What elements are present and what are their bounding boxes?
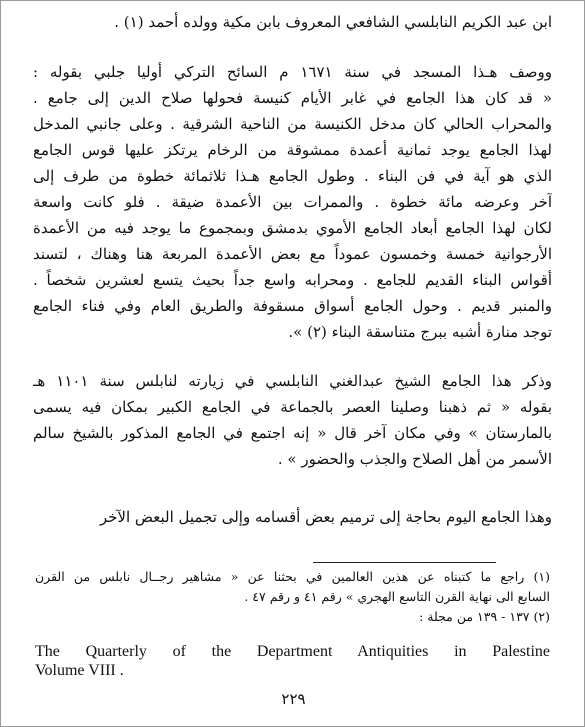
text-line: أقواس البناء القديم للجامع . ومحرابه واسع جداً بحيث يتسع لعشرين شخصاً . [33, 271, 552, 289]
text-line: لكان لهذا الجامع أبعاد الجامع الأموي بدمشق وبمجموع ما يوجد فيه من الأعمدة [33, 219, 552, 237]
text-line: والمنبر قديم . وحول الجامع أسواق مسقوفة والطريق العام وفي فناء الجامع [33, 297, 552, 315]
page-number: ٢٢٩ [281, 690, 306, 708]
text-line: ابن عبد الكريم النابلسي الشافعي المعروف بابن مكية وولده أحمد (١) . [114, 13, 552, 31]
text-line: وذكر هذا الجامع الشيخ عبدالغني النابلسي في زيارته لنابلس سنة ١١٠١ هـ [33, 372, 552, 390]
footnote-english-citation: The Quarterly of the Department Antiquities in Palestine [35, 643, 550, 660]
text-line: ووصف هـذا المسجد في سنة ١٦٧١ م السائح التركي أوليا جلبي بقوله : [33, 63, 552, 81]
footnote-line: (١) راجع ما كتبناه عن هذين العالمين في بحثنا عن « مشاهير رجــال نابلس من القرن [35, 569, 550, 584]
footnote-english-volume: Volume VIII . [35, 662, 124, 679]
text-line: آخر وعرضه مائة خطوة . والممرات بين الأعمدة ضيقة . فلو كانت واسعة [33, 193, 552, 211]
text-line: بالمارستان » وفي مكان آخر قال « إنه اجتمع في الجامع المذكور بالشيخ سالم [33, 424, 552, 442]
text-line: بقوله « ثم ذهبنا وصلينا العصر بالجماعة في الجامع الكبير بمكان فيه يسمى [33, 398, 552, 416]
text-line: والمحراب الحالي كان مدخل الكنيسة من الناحية الشرقية . وعلى جانبي المدخل [33, 115, 552, 133]
text-line: وهذا الجامع اليوم بحاجة إلى ترميم بعض أقسامه وإلى تجميل البعض الآخر [99, 508, 552, 526]
footnote-separator [313, 562, 496, 563]
text-line: توجد منارة أشبه ببرج متناسقة البناء (٢) ». [288, 323, 552, 341]
footnote-line: (٢) ١٣٧ - ١٣٩ من مجلة : [419, 609, 550, 624]
text-line: لهذا الجامع يوجد ثمانية أعمدة ممشوقة من الرخام يرتكز عليها قوس الجامع [33, 141, 552, 159]
text-line: الذي هو آية في فن البناء . وطول الجامع هـذا ثلاثمائة خطوة من طرف إلى [33, 167, 552, 185]
footnote-line: السابع الى نهاية القرن التاسع الهجري » رقم ٤١ و رقم ٤٧ . [244, 589, 550, 604]
text-line: الأسمر من أهل الصلاح والجذب والحضور » . [277, 450, 552, 468]
text-line: « قد كان هذا الجامع في غابر الأيام كنيسة فحولها صلاح الدين إلى جامع . [33, 89, 552, 107]
text-line: الأرجوانية خمسة وخمسون عموداً مع بعض الأعمدة المربعة هنا وهناك ، لتسند [33, 245, 552, 263]
